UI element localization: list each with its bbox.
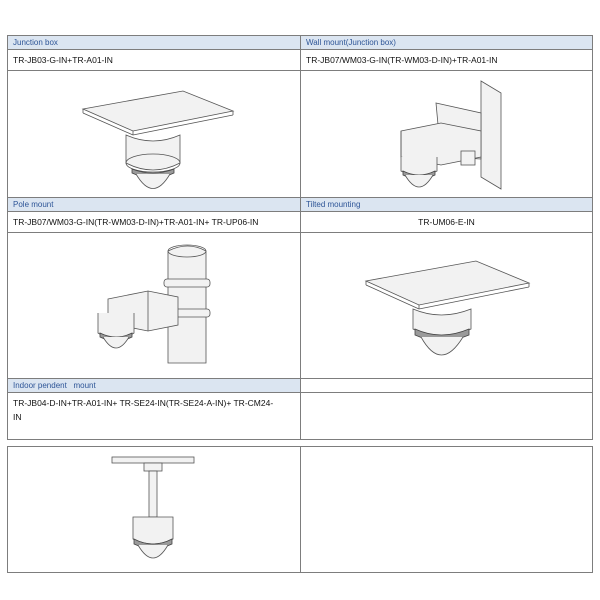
empty-image-cell [300, 446, 593, 573]
image-indoor-pendent-mount [7, 446, 301, 573]
image-tilted-mounting [300, 232, 593, 379]
code-tilted-mounting: TR-UM06-E-IN [300, 211, 593, 233]
code-pole-mount: TR-JB07/WM03-G-IN(TR-WM03-D-IN)+TR-A01-IN+ TR-UP06-IN [7, 211, 301, 233]
image-junction-box [7, 70, 301, 198]
header-pole-mount: Pole mount [7, 197, 301, 212]
header-wall-mount: Wall mount(Junction box) [300, 35, 593, 50]
mounting-table [7, 35, 593, 573]
header-tilted-mounting: Tilted mounting [300, 197, 593, 212]
code-indoor-pendent-mount [7, 392, 301, 440]
code-line-2: IN [13, 412, 22, 422]
code-line-1: TR-JB04-D-IN+TR-A01-IN+ TR-SE24-IN(TR-SE24-A-IN)+ TR-CM24- [13, 398, 274, 408]
image-pole-mount [7, 232, 301, 379]
image-wall-mount [300, 70, 593, 198]
header-junction-box: Junction box [7, 35, 301, 50]
code-wall-mount: TR-JB07/WM03-G-IN(TR-WM03-D-IN)+TR-A01-IN [300, 49, 593, 71]
code-junction-box: TR-JB03-G-IN+TR-A01-IN [7, 49, 301, 71]
header-indoor-pendent-mount: Indoor pendent mount [7, 378, 301, 393]
empty-code-cell [300, 392, 593, 440]
empty-header-cell [300, 378, 593, 393]
